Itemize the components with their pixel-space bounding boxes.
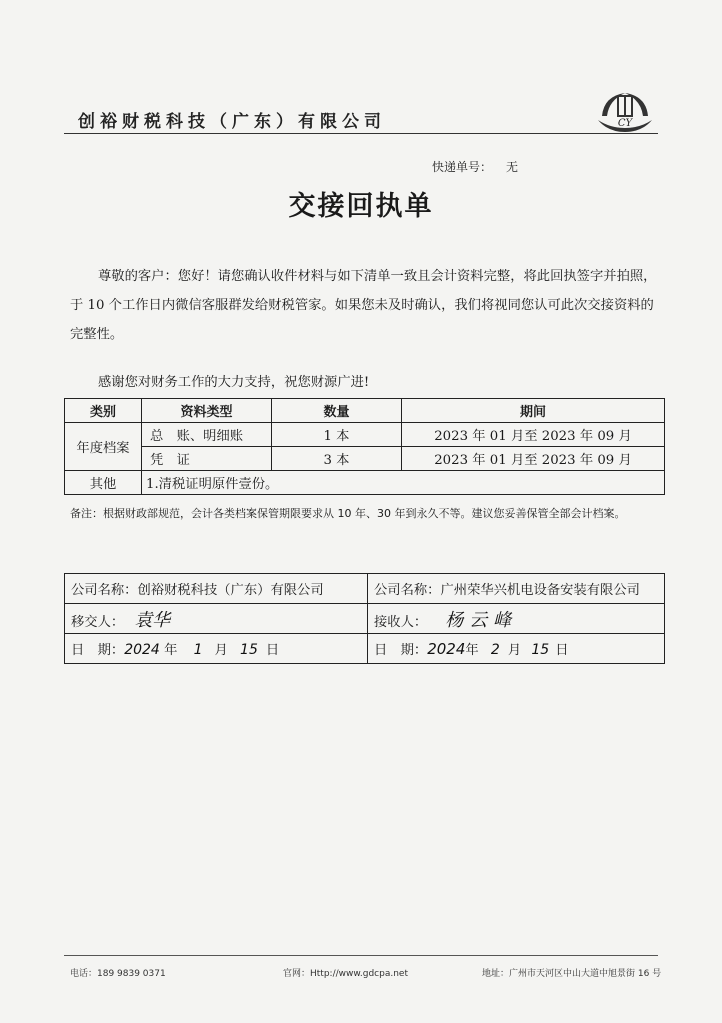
other-category-cell: 其他 bbox=[65, 471, 142, 495]
month-unit: 月 bbox=[214, 643, 228, 658]
company-header: 创裕财税科技（广东）有限公司 bbox=[78, 112, 386, 132]
quantity-cell: 3 本 bbox=[272, 447, 402, 471]
sender-date-day: 15 bbox=[240, 642, 258, 658]
footer-phone: 电话：189 9839 0371 bbox=[70, 969, 166, 979]
express-label: 快递单号： bbox=[432, 160, 493, 174]
other-value-cell: 1.清税证明原件壹份。 bbox=[142, 471, 665, 495]
sender-signature: 袁华 bbox=[134, 609, 171, 631]
document-title: 交接回执单 bbox=[288, 191, 434, 222]
date-row bbox=[65, 634, 665, 664]
sender-company-label: 公司名称： bbox=[71, 583, 138, 598]
month-unit: 月 bbox=[507, 643, 522, 658]
year-unit: 年 bbox=[465, 643, 479, 658]
footer-website: 官网：Http://www.gdcpa.net bbox=[283, 969, 408, 979]
table-row bbox=[65, 423, 665, 447]
thanks-line: 感谢您对财务工作的大力支持，祝您财源广进! bbox=[98, 375, 370, 390]
receiver-date-cell bbox=[368, 634, 665, 664]
day-unit: 日 bbox=[555, 643, 569, 658]
table-row bbox=[65, 447, 665, 471]
footer-address: 地址：广州市天河区中山大道中旭景街 16 号 bbox=[482, 969, 662, 979]
table-header-row bbox=[65, 399, 665, 423]
archive-note: 备注：根据财政部规范，会计各类档案保管期限要求从 10 年、30 年到永久不等。建议您妥善保管全部会计档案。 bbox=[70, 507, 626, 520]
annual-category-cell: 年度档案 bbox=[65, 423, 142, 471]
sender-date-cell bbox=[65, 634, 368, 664]
receiver-company-cell bbox=[368, 574, 665, 604]
type-cell: 总 账、明细账 bbox=[142, 423, 272, 447]
logo-icon bbox=[594, 86, 656, 136]
receiver-signature: 杨云峰 bbox=[445, 609, 518, 631]
footer-divider bbox=[64, 955, 658, 956]
receiver-cell bbox=[368, 604, 665, 634]
year-unit: 年 bbox=[164, 643, 178, 658]
receiver-date-month: 2 bbox=[490, 642, 500, 658]
table-row bbox=[65, 471, 665, 495]
header-type: 资料类型 bbox=[142, 399, 272, 423]
header-period: 期间 bbox=[402, 399, 665, 423]
express-value: 无 bbox=[506, 160, 519, 174]
sender-cell bbox=[65, 604, 368, 634]
sender-date-month: 1 bbox=[193, 642, 203, 658]
company-logo bbox=[594, 86, 656, 136]
type-cell: 凭 证 bbox=[142, 447, 272, 471]
handover-table bbox=[64, 573, 665, 664]
period-cell: 2023 年 01 月至 2023 年 09 月 bbox=[402, 423, 665, 447]
receiver-date-day: 15 bbox=[531, 642, 550, 658]
sender-company: 创裕财税科技（广东）有限公司 bbox=[137, 583, 324, 598]
header-category: 类别 bbox=[65, 399, 142, 423]
intro-paragraph bbox=[70, 262, 660, 349]
receiver-date-year: 2024 bbox=[427, 640, 466, 658]
receiver-date-label: 日 期： bbox=[374, 643, 428, 658]
sender-date-label: 日 期： bbox=[71, 643, 125, 658]
quantity-cell: 1 本 bbox=[272, 423, 402, 447]
sender-label: 移交人： bbox=[71, 614, 125, 630]
materials-table bbox=[64, 398, 665, 495]
sender-date-year: 2024 bbox=[124, 642, 160, 658]
receiver-label: 接收人： bbox=[374, 614, 428, 630]
receiver-company: 广州荣华兴机电设备安装有限公司 bbox=[440, 583, 640, 598]
receiver-company-label: 公司名称： bbox=[374, 583, 441, 598]
sender-company-cell bbox=[65, 574, 368, 604]
period-cell: 2023 年 01 月至 2023 年 09 月 bbox=[402, 447, 665, 471]
intro-text: 尊敬的客户：您好！请您确认收件材料与如下清单一致且会计资料完整，将此回执签字并拍照，于 10 个工作日内微信客服群发给财税管家。如果您未及时确认，我们将视同您认可此次交接资料的完整性。 bbox=[70, 269, 657, 342]
header-divider bbox=[64, 133, 658, 134]
company-row bbox=[65, 574, 665, 604]
day-unit: 日 bbox=[265, 643, 280, 658]
logo-text: CY bbox=[617, 118, 633, 129]
express-number bbox=[432, 158, 518, 175]
person-row bbox=[65, 604, 665, 634]
header-quantity: 数量 bbox=[272, 399, 402, 423]
